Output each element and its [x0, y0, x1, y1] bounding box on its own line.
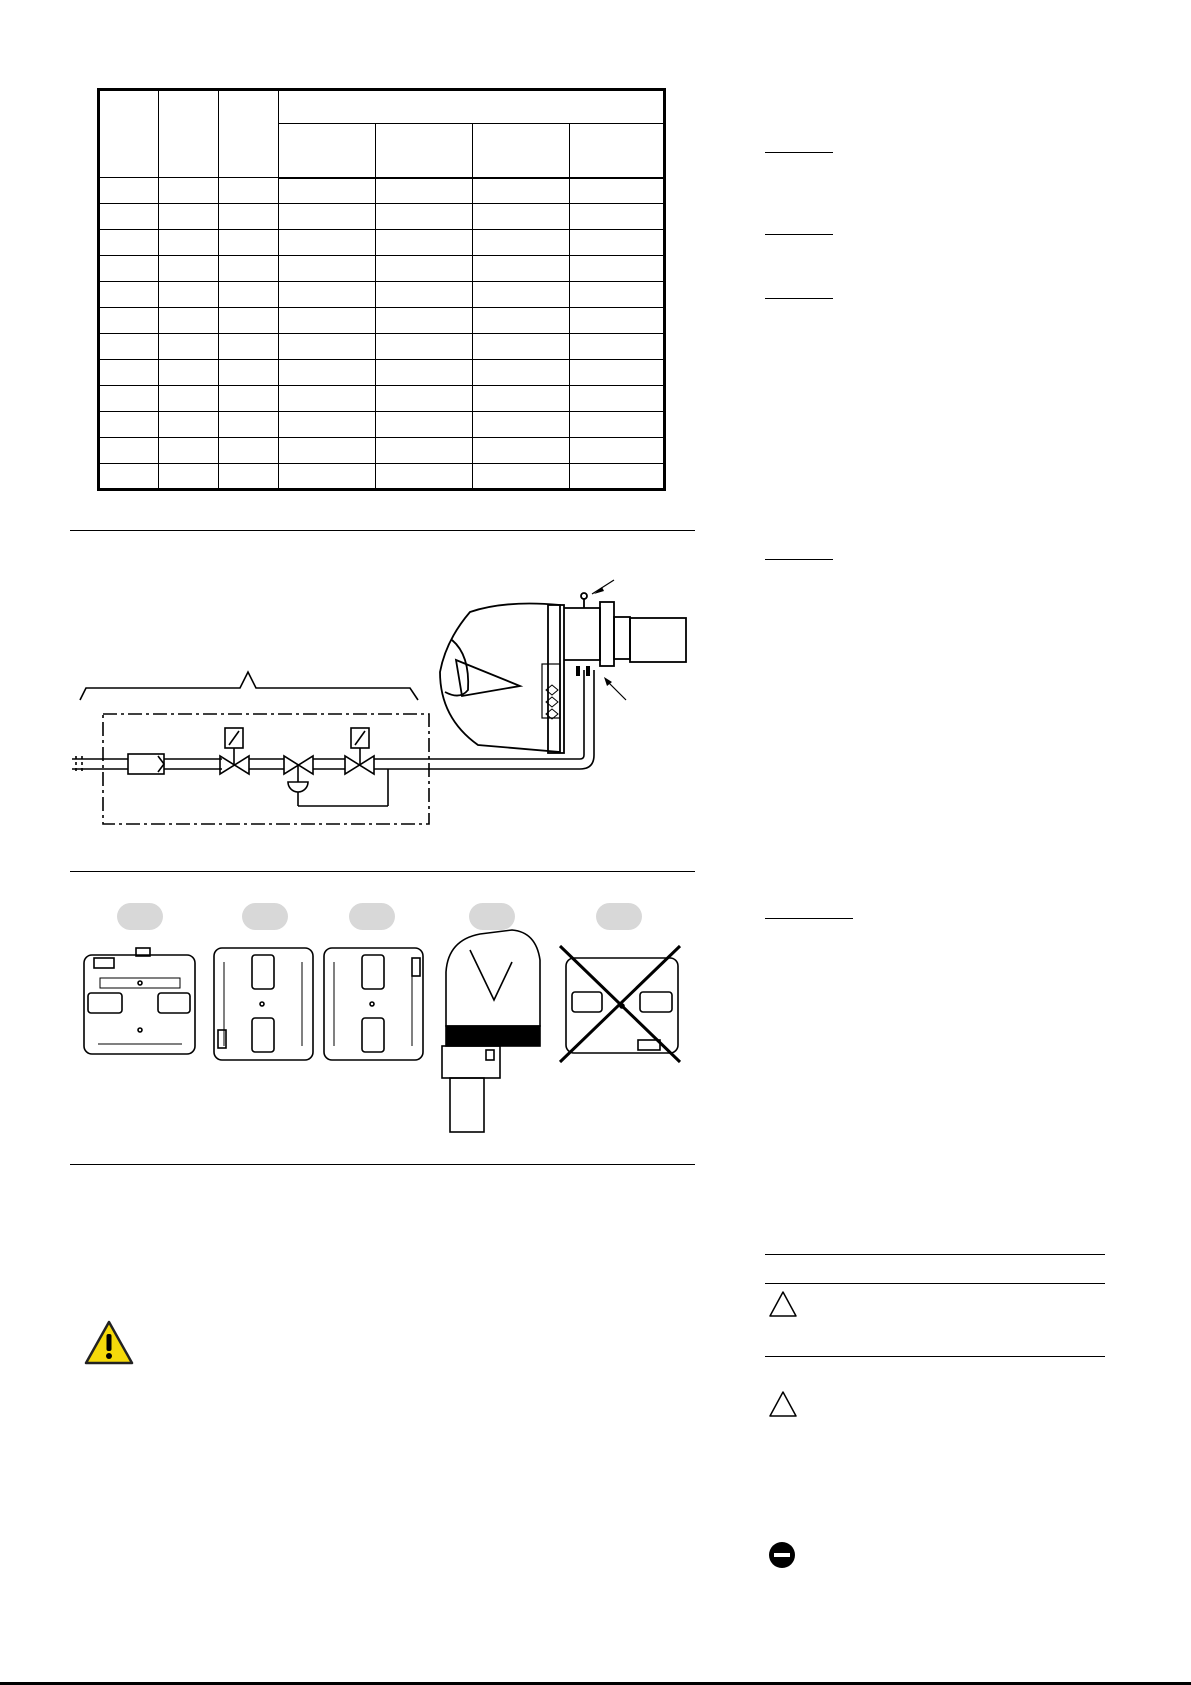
table-header-cell: [99, 90, 159, 178]
position-label-pill: [117, 903, 163, 930]
table-cell: [570, 438, 665, 464]
table-cell: [159, 334, 219, 360]
table-cell: [279, 308, 376, 334]
table-cell: [279, 386, 376, 412]
caution-triangle-icon: [768, 1290, 798, 1318]
table-cell: [570, 412, 665, 438]
table-cell: [279, 282, 376, 308]
gas-train-diagram: [0, 540, 700, 860]
table-row: [99, 360, 665, 386]
heading-underline: [765, 234, 833, 235]
table-cell: [99, 412, 159, 438]
table-cell: [376, 360, 473, 386]
table-cell: [99, 386, 159, 412]
table-cell: [159, 412, 219, 438]
table-cell: [279, 178, 376, 204]
notice-divider: [765, 1356, 1105, 1357]
table-cell: [99, 360, 159, 386]
table-cell: [570, 230, 665, 256]
table-cell: [159, 360, 219, 386]
heading-underline: [765, 918, 853, 919]
table-cell: [99, 178, 159, 204]
table-cell: [279, 360, 376, 386]
heading-underline: [765, 559, 833, 560]
table-cell: [376, 256, 473, 282]
table-cell: [376, 230, 473, 256]
no-entry-icon: [769, 1542, 795, 1568]
table-cell: [99, 334, 159, 360]
table-cell: [376, 204, 473, 230]
table-cell: [219, 178, 279, 204]
table-cell: [159, 308, 219, 334]
table-cell: [99, 438, 159, 464]
table-cell: [99, 464, 159, 490]
table-row: [99, 282, 665, 308]
table-body: [99, 178, 665, 490]
table-cell: [99, 204, 159, 230]
caution-triangle-icon: [768, 1390, 798, 1418]
data-table: [97, 88, 666, 491]
table-cell: [473, 282, 570, 308]
table-cell: [376, 178, 473, 204]
table-cell: [279, 204, 376, 230]
table-cell: [219, 360, 279, 386]
section-divider: [70, 530, 695, 531]
table-cell: [159, 386, 219, 412]
heading-underline: [765, 152, 833, 153]
table-subheader-cell: [570, 124, 665, 178]
table-row: [99, 178, 665, 204]
table-row: [99, 438, 665, 464]
table-cell: [570, 334, 665, 360]
table-cell: [279, 230, 376, 256]
table-subheader-cell: [473, 124, 570, 178]
table-cell: [219, 412, 279, 438]
warning-triangle-icon: [84, 1320, 134, 1366]
table-cell: [279, 256, 376, 282]
table-cell: [473, 334, 570, 360]
table-cell: [473, 412, 570, 438]
table-cell: [219, 256, 279, 282]
table-cell: [473, 256, 570, 282]
table-cell: [219, 386, 279, 412]
table-cell: [159, 256, 219, 282]
table-cell: [570, 204, 665, 230]
table-cell: [99, 308, 159, 334]
table-subheader-cell: [376, 124, 473, 178]
table-cell: [570, 178, 665, 204]
table-cell: [473, 178, 570, 204]
table-cell: [219, 464, 279, 490]
table-cell: [376, 282, 473, 308]
table-row: [99, 230, 665, 256]
table-cell: [219, 308, 279, 334]
table-row: [99, 464, 665, 490]
table-cell: [376, 334, 473, 360]
position-label-pill: [469, 903, 515, 930]
table-cell: [376, 412, 473, 438]
heading-underline: [765, 298, 833, 299]
table-cell: [279, 438, 376, 464]
table-cell: [159, 230, 219, 256]
table-subheader-cell: [279, 124, 376, 178]
table-row: [99, 256, 665, 282]
table-row: [99, 308, 665, 334]
table-cell: [159, 464, 219, 490]
table-cell: [219, 282, 279, 308]
section-divider: [70, 1164, 695, 1165]
position-label-pill: [242, 903, 288, 930]
table-row: [99, 412, 665, 438]
table-cell: [473, 360, 570, 386]
table-row: [99, 334, 665, 360]
section-divider: [70, 871, 695, 872]
table-cell: [376, 464, 473, 490]
table-cell: [473, 438, 570, 464]
table-cell: [473, 386, 570, 412]
table-cell: [219, 204, 279, 230]
table-cell: [159, 204, 219, 230]
table-cell: [473, 204, 570, 230]
table-cell: [279, 464, 376, 490]
table-row: [99, 386, 665, 412]
table-cell: [99, 256, 159, 282]
table-header-cell: [159, 90, 219, 178]
table-row: [99, 204, 665, 230]
table-cell: [159, 178, 219, 204]
table-cell: [570, 464, 665, 490]
table-cell: [570, 308, 665, 334]
notice-divider: [765, 1283, 1105, 1284]
mounting-positions-diagram: [0, 930, 700, 1150]
table-cell: [570, 256, 665, 282]
table-cell: [279, 412, 376, 438]
table-cell: [159, 282, 219, 308]
table-cell: [99, 230, 159, 256]
table-cell: [376, 386, 473, 412]
table-cell: [159, 438, 219, 464]
position-label-pill: [349, 903, 395, 930]
table-cell: [376, 438, 473, 464]
notice-divider: [765, 1254, 1105, 1255]
table-cell: [473, 308, 570, 334]
table-cell: [279, 334, 376, 360]
table-cell: [219, 230, 279, 256]
table-cell: [570, 386, 665, 412]
table-cell: [570, 282, 665, 308]
table-cell: [376, 308, 473, 334]
table-cell: [473, 464, 570, 490]
table-cell: [99, 282, 159, 308]
table-cell: [219, 438, 279, 464]
table-cell: [219, 334, 279, 360]
table-cell: [473, 230, 570, 256]
table-header-cell: [279, 90, 665, 124]
table-cell: [570, 360, 665, 386]
table-header-cell: [219, 90, 279, 178]
position-label-pill: [596, 903, 642, 930]
